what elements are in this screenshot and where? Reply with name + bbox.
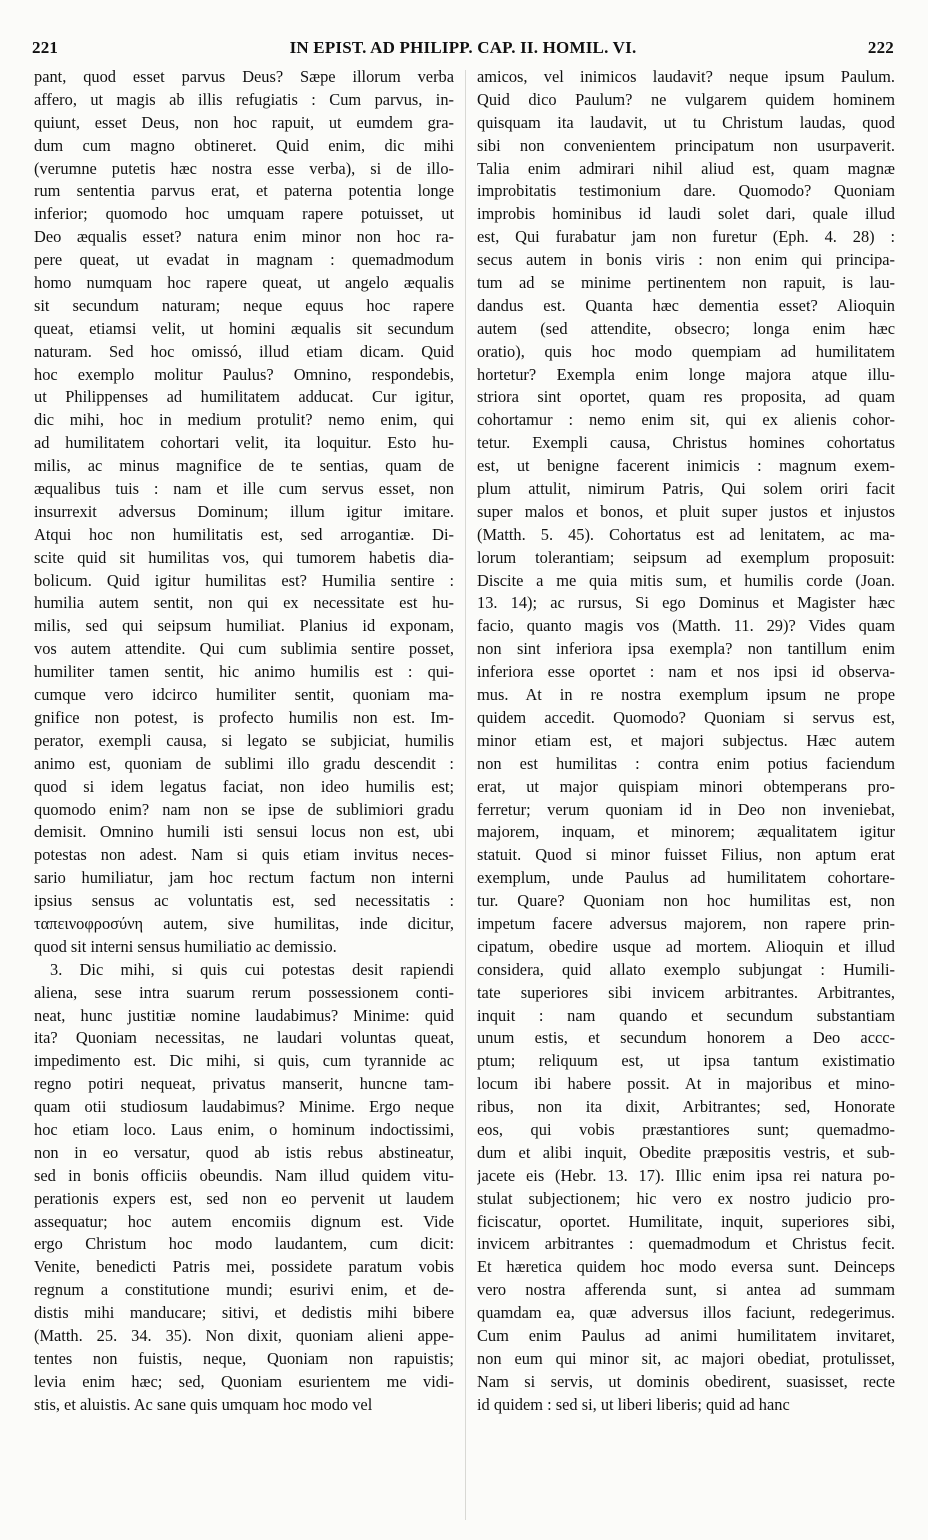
text-line: super malos et bonos, et pluit super justos et injustos: [477, 501, 895, 521]
text-line: potestas non adest. Nam si quis etiam invitus neces-: [34, 845, 454, 865]
text-line: levia enim hæc; sed, Quoniam esurientem me vidi-: [34, 1371, 454, 1391]
text-line: ribus, non ita dixit, Arbitrantes; sed, Honorate: [477, 1097, 895, 1117]
text-line: non in eo versatur, quod ab istis rebus abstineatur,: [34, 1142, 454, 1162]
text-line: ferretur; verum quoniam id in Deo non inveniebat,: [477, 799, 895, 819]
text-line: queat, etiamsi velit, ut homini æqualis sit secundum: [34, 318, 454, 338]
text-line: eos, qui vobis præstantiores sunt; quemadmo-: [477, 1119, 895, 1139]
text-line: perator, exempli causa, si legato se subjiciat, humilis: [34, 730, 454, 750]
text-line: oratio), quis hoc modo quempiam ad humilitatem: [477, 341, 895, 361]
text-line: perationis expers est, sed non eo pervenit ut laudem: [34, 1188, 454, 1208]
text-line: ita? Quoniam necessitas, ne laudari voluntas queat,: [34, 1028, 454, 1048]
text-line: 13. 14); ac rursus, Si ego Dominus et Magister hæc: [477, 593, 895, 613]
text-line: facio, quanto magis vos (Matth. 11. 29)? Vides quam: [477, 616, 895, 636]
text-line: impedimento est. Dic mihi, si quis, cum tyrannide ac: [34, 1051, 454, 1071]
page-number-left: 221: [32, 38, 59, 57]
text-line: Venite, benedicti Patris mei, possidete paratum vobis: [34, 1257, 454, 1277]
text-line: distis mihi manducare; sitivi, et dedistis mihi bibere: [34, 1303, 454, 1323]
text-line: tum ad se minime pertinentem non rapuit, is lau-: [477, 273, 895, 293]
text-line: assequatur; hoc autem encomiis dignum est. Vide: [34, 1211, 454, 1231]
text-line: milis, sed qui seipsum humiliat. Planius id exponam,: [34, 616, 454, 636]
text-line: quomodo enim? nam non se ipse de sublimiori gradu: [34, 799, 454, 819]
text-line: quam otii studiosum laudabimus? Minime. Ergo neque: [34, 1097, 454, 1117]
text-line: (Matth. 5. 45). Cohortatus est ad lenitatem, ac ma-: [477, 524, 895, 544]
text-line: naturam. Sed hoc omissó, illud etiam dicam. Quid: [34, 341, 454, 361]
text-line: est, Qui furabatur jam non furetur (Eph. 4. 28) :: [477, 227, 895, 247]
text-line: hortetur? Exempla enim longe majora atque illu-: [477, 364, 895, 384]
text-line: improbis hominibus id laudi solet dari, quale illud: [477, 204, 895, 224]
text-line: humilia autem sentit, non qui ex necessitate est hu-: [34, 593, 454, 613]
text-line: pant, quod esset parvus Deus? Sæpe illorum verba: [34, 67, 454, 86]
text-line: stis, et aluistis. Ac sane quis umquam hoc modo vel: [34, 1394, 373, 1414]
text-line: exemplum, unde Paulus ad humilitatem cohortare-: [477, 868, 895, 888]
text-line: 3. Dic mihi, si quis cui potestas desit rapiendi: [50, 959, 454, 979]
text-line: Et hæretica quidem hoc modo eversa sunt. Deinceps: [477, 1257, 895, 1277]
text-line: quisquam ita laudavit, ut tu Christum laudas, quod: [477, 112, 895, 132]
text-line: statuit. Quod si minor fuisset Filius, non aptum erat: [477, 845, 895, 865]
text-line: invicem arbitrantes : quemadmodum et Christus fecit.: [477, 1234, 895, 1254]
text-line: quamdam ea, quæ adversus illos faciunt, redegerimus.: [477, 1303, 895, 1323]
text-line: tate superiores sibi invicem arbitrantes. Arbitrantes,: [477, 982, 895, 1002]
text-line: lorum tolerantiam; seipsum ad exemplum proposuit:: [477, 547, 895, 567]
text-line: bolicum. Quid igitur humilitas est? Humilia sentire :: [34, 570, 454, 590]
text-line: milis, ac minus magnifice de te sentias, quam de: [34, 456, 454, 476]
text-line: quiunt, esset Deus, non hoc rapuit, ut eumdem gra-: [34, 112, 454, 132]
text-line: cohortamur : nemo enim sit, qui ex alienis cohor-: [477, 410, 895, 430]
right-text-column: [477, 66, 895, 1526]
text-line: aliena, sese intra suarum rerum possessionem conti-: [34, 982, 454, 1002]
text-line: ipsius sensus ac voluntatis est, sed necessitatis :: [34, 891, 454, 911]
text-line: Atqui hoc non humilitatis est, sed arrogantiæ. Di-: [34, 524, 454, 544]
text-line: secus autem in bonis viris : non enim qui principa-: [477, 250, 895, 270]
text-line: improbitatis testimonium dare. Quomodo? Quoniam: [477, 181, 895, 201]
text-line: autem (sed attendite, obsecro; longa enim hæc: [477, 318, 895, 338]
text-line: hoc etiam loco. Laus enim, o hominum indoctissimi,: [34, 1119, 454, 1139]
text-line: quidem accedit. Quomodo? Quoniam si servus est,: [477, 707, 895, 727]
text-line: (Matth. 25. 34. 35). Non dixit, quoniam alieni appe-: [34, 1325, 454, 1345]
text-line: majorem, inquam, et minorem; æqualitatem igitur: [477, 822, 895, 842]
text-line: erat, ut major quispiam minori obtemperans pro-: [477, 776, 895, 796]
text-line: insurrexit adversus Dominum; illum igitur imitare.: [34, 501, 454, 521]
running-header: [32, 38, 894, 62]
text-line: humiliter tamen sentit, hic animo humilis est : qui-: [34, 662, 454, 682]
text-line: mus. At in re nostra exemplum ipsum ne prope: [477, 685, 895, 705]
text-line: tetur. Exempli causa, Christus homines cohortatus: [477, 433, 895, 453]
text-line: Deo æqualis esset? natura enim minor non hoc ra-: [34, 227, 454, 247]
text-line: non eum qui minor sit, ac majori obediat, protulisset,: [477, 1348, 895, 1368]
text-line: impetum facere adversus majorem, non rapere prin-: [477, 913, 895, 933]
text-line: plum attulit, nimirum Patris, Qui solem oriri facit: [477, 479, 895, 499]
text-line: non sint inferiora ipsa exempla? non tantillum enim: [477, 639, 895, 659]
text-line: vero nostra afferenda sunt, si antea ad summam: [477, 1280, 895, 1300]
text-line: demisit. Omnino humili isti sensui locus non est, ubi: [34, 822, 454, 842]
text-line: Cum enim Paulus ad animi humilitatem invitaret,: [477, 1325, 895, 1345]
text-line: dum et alibi inquit, Obedite præpositis vestris, et sub-: [477, 1142, 895, 1162]
text-line: est, ut benigne facerent inimicis : magnum exem-: [477, 456, 895, 476]
text-line: considera, quid allato exemplo subjungat : Humili-: [477, 959, 895, 979]
text-line: Discite a me quia mitis sum, et humilis corde (Joan.: [477, 570, 895, 590]
text-line: ptum; reliquum est, ut ipsa tantum existimatio: [477, 1051, 895, 1071]
text-line: inquit : nam quando et secundum substantiam: [477, 1005, 895, 1025]
text-line: ταπεινοφροσύνη autem, sive humilitas, inde dicitur,: [34, 913, 454, 933]
text-line: homo numquam hoc rapere queat, ut angelo æqualis: [34, 273, 454, 293]
text-line: neat, hunc justitiæ nomine laudabimus? Minime: quid: [34, 1005, 454, 1025]
text-line: tur. Quare? Quoniam non hoc humilitas est, non: [477, 891, 895, 911]
text-line: jacete eis (Hebr. 13. 17). Illic enim ipsa rei natura po-: [477, 1165, 895, 1185]
text-line: regnum a constitutione mundi; esurivi enim, et de-: [34, 1280, 454, 1300]
text-line: inferiora esse oportet : nam et nos ipsi id observa-: [477, 662, 895, 682]
text-line: quod si idem legatus faciat, non ideo humilis est;: [34, 776, 454, 796]
text-line: (verumne putetis hæc nostra esse verba), si de illo-: [34, 158, 454, 178]
text-line: ad humilitatem cohortari velit, ita loquitur. Esto hu-: [34, 433, 454, 453]
column-divider: [465, 70, 466, 1520]
text-line: æqualibus tuis : nam et ille cum servus esset, non: [34, 479, 454, 499]
text-line: pere queat, ut evadat in magnam : quemadmodum: [34, 250, 454, 270]
text-line: cumque vero idcirco humiliter sentit, quoniam ma-: [34, 685, 454, 705]
text-line: locum ibi habere possit. At in majoribus et mino-: [477, 1074, 895, 1094]
text-line: dum cum magno obtineret. Quid enim, dic mihi: [34, 135, 454, 155]
text-line: sit secundum naturam; neque equus hoc rapere: [34, 295, 454, 315]
text-line: striora sint oportet, quam res proposita, ad quam: [477, 387, 895, 407]
page-number-right: 222: [867, 38, 894, 57]
text-line: dic mihi, hoc in medium protulit? nemo enim, qui: [34, 410, 454, 430]
text-line: tentes non fuistis, neque, Quoniam non rapuistis;: [34, 1348, 454, 1368]
text-line: rum sententia parvus erat, et paterna potentia longe: [34, 181, 454, 201]
text-line: unum estis, et secundum honorem a Deo accc-: [477, 1028, 895, 1048]
text-line: sibi non convenientem principatum non usurpaverit.: [477, 135, 895, 155]
text-line: stulat subjectionem; hic vero ex nostro judicio pro-: [477, 1188, 895, 1208]
text-line: inferior; quomodo hoc umquam rapere potuisset, ut: [34, 204, 454, 224]
text-line: Quid dico Paulum? ne vulgarem quidem hominem: [477, 89, 895, 109]
text-line: quod sit interni sensus humiliatio ac demissio.: [34, 936, 337, 956]
text-line: sed in bonis officiis obeundis. Nam illud quidem vitu-: [34, 1165, 454, 1185]
text-line: minor etiam est, et majori subjectus. Hæc autem: [477, 730, 895, 750]
text-line: sario humiliatur, jam hoc rectum factum non interni: [34, 868, 454, 888]
text-line: cipatum, obedire usque ad mortem. Alioquin et illud: [477, 936, 895, 956]
text-line: ergo Christum hoc modo laudantem, cum dicit:: [34, 1234, 454, 1254]
text-line: hoc exemplo molitur Paulus? Omnino, respondebis,: [34, 364, 454, 384]
running-title: IN EPIST. AD PHILIPP. CAP. II. HOMIL. VI.: [289, 38, 637, 57]
text-line: scite quid sit humilitas vos, qui tumorem habetis dia-: [34, 547, 454, 567]
text-line: ficiscatur, oportet. Humilitate, inquit, superiores sibi,: [477, 1211, 895, 1231]
text-line: animo est, quoniam de sublimi illo gradu descendit :: [34, 753, 454, 773]
text-line: vos autem attendite. Qui cum sublimia sentire posset,: [34, 639, 454, 659]
text-line: non est humilitas : contra enim potius faciendum: [477, 753, 895, 773]
text-line: amicos, vel inimicos laudavit? neque ipsum Paulum.: [477, 67, 895, 86]
text-line: id quidem : sed si, ut liberi liberis; quid ad hanc: [477, 1394, 790, 1414]
text-line: dandus est. Quanta hæc dementia esset? Alioquin: [477, 295, 895, 315]
text-line: regno potiri nequeat, privatus manserit, huncne tam-: [34, 1074, 454, 1094]
text-line: affero, ut magis ab illis refugiatis : Cum parvus, in-: [34, 89, 454, 109]
text-line: ut Philippenses ad humilitatem adducat. Cur igitur,: [34, 387, 454, 407]
text-line: gnifice non potest, is profecto humilis non est. Im-: [34, 707, 454, 727]
text-line: Nam si servis, ut dominis obedirent, suasisset, recte: [477, 1371, 895, 1391]
text-line: Talia enim admirari nihil aliud est, quam magnæ: [477, 158, 895, 178]
left-text-column: [34, 66, 454, 1526]
